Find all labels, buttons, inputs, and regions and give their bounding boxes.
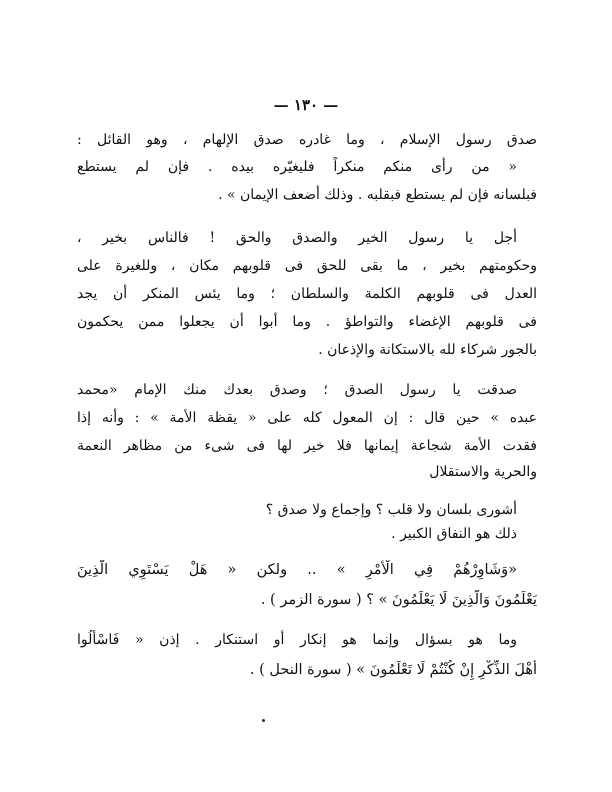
paragraph-3-line-4: والحرية والاستقلال <box>429 464 537 480</box>
paragraph-2-line-2: وحكومتهم بخير ، ما بقى للحق فى قلوبهم مكان ، وللغيرة على <box>77 258 537 274</box>
paragraph-1-line-3: فبلسانه فإن لم يستطع فبقلبه . وذلك أضعف الإيمان » . <box>218 187 537 203</box>
paragraph-5-line-2: يَعْلَمُونَ وَالَّذِينَ لَا يَعْلَمُونَ » ؟ ( سورة الزمر ) . <box>260 592 537 608</box>
page-number: — ١٣٠ — <box>273 96 339 114</box>
paragraph-3-line-1: صدقت يا رسول الصدق ؛ وصدق بعدك منك الإمام «محمد <box>77 382 517 398</box>
ink-dot <box>262 719 265 722</box>
paragraph-6-line-1: وما هو بسؤال وإنما هو إنكار أو استنكار . إذن « فَاسْأَلُوا <box>77 632 517 648</box>
paragraph-4-line-1: أشورى بلسان ولا قلب ؟ وإجماع ولا صدق ؟ <box>265 502 517 518</box>
paragraph-6-line-2: أَهْلَ الذِّكْرِ إِنْ كُنْتُمْ لَا تَعْلَمُونَ » ( سورة النحل ) . <box>249 662 537 678</box>
paragraph-2-line-1: أجل يا رسول الخير والصدق والحق ! فالناس بخير ، <box>77 230 517 246</box>
paragraph-4-line-2: ذلك هو النفاق الكبير . <box>391 526 517 542</box>
paragraph-5-line-1: «وَشَاوِرْهُمْ فِي الْأَمْرِ » .. ولكن « هَلْ يَسْتَوِي الَّذِينَ <box>77 562 517 578</box>
paragraph-1-line-1: صدق رسول الإسلام ، وما غادره صدق الإلهام ، وهو القائل : <box>77 132 537 148</box>
paragraph-2-line-3: العدل فى قلوبهم الكلمة والسلطان ؛ وما يئس المنكر أن يجد <box>77 286 537 302</box>
paragraph-2-line-4: فى قلوبهم الإغضاء والتواطؤ . وما أبوا أن يجعلوا ممن يحكمون <box>77 314 537 330</box>
paragraph-3-line-3: فقدت الأمة شجاعة إيمانها فلا خير لها فى شىء من مظاهر النعمة <box>77 438 537 454</box>
paragraph-1-line-2: « من رأى منكم منكراً فليغيّره بيده . فإن لم يستطع <box>77 159 517 175</box>
paragraph-3-line-2: عبده » حين قال : إن المعول كله على « يقظة الأمة » : وأنه إذا <box>77 410 537 426</box>
paragraph-2-line-5: بالجور شركاء لله بالاستكانة والإذعان . <box>318 342 537 358</box>
